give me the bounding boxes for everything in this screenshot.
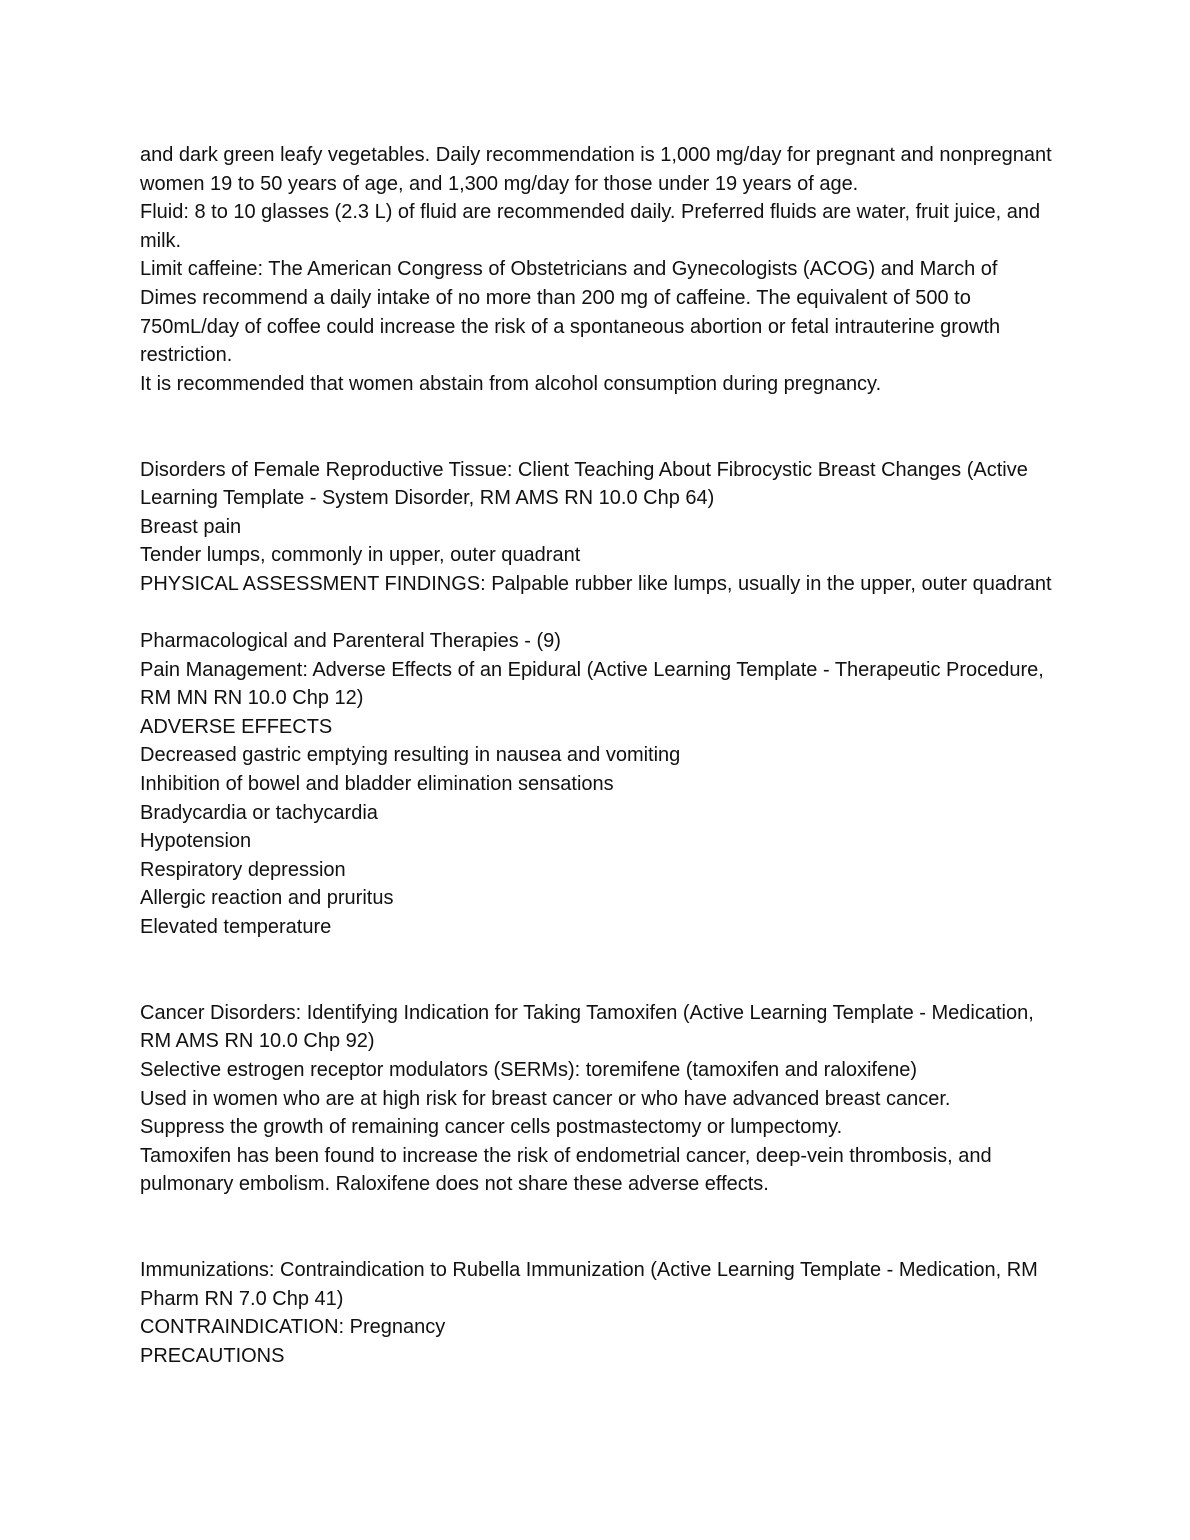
category-heading: Pharmacological and Parenteral Therapies - (9) xyxy=(140,630,561,653)
epidural-heading: Pain Management: Adverse Effects of an Epidural (Active Learning Template - Therapeutic Procedure, RM MN RN 10.0 Chp 12) xyxy=(140,658,1044,710)
list-item: Suppress the growth of remaining cancer cells postmastectomy or lumpectomy. xyxy=(140,1116,843,1139)
list-item: Selective estrogen receptor modulators (SERMs): toremifene (tamoxifen and raloxifene) xyxy=(140,1059,918,1081)
list-item: Hypotension xyxy=(140,830,252,853)
list-item: Inhibition of bowel and bladder elimination sensations xyxy=(140,773,614,796)
list-item: PHYSICAL ASSESSMENT FINDINGS: Palpable rubber like lumps, usually in the upper, outer quadrant xyxy=(140,572,1052,595)
list-item: Elevated temperature xyxy=(140,916,332,939)
list-item: Used in women who are at high risk for breast cancer or who have advanced breast cancer. xyxy=(140,1087,951,1110)
rubella-heading: Immunizations: Contraindication to Rubella Immunization (Active Learning Template - Medication, RM Pharm RN 7.0 Chp 41) xyxy=(140,1259,1038,1310)
list-item: Tamoxifen has been found to increase the risk of endometrial cancer, deep-vein thrombosis, and pulmonary embolism. Raloxifene does not share these adverse effects. xyxy=(140,1144,992,1196)
list-item: Tender lumps, commonly in upper, outer quadrant xyxy=(140,544,581,567)
precautions-heading: PRECAUTIONS xyxy=(140,1344,285,1367)
alcohol-abstain-text: It is recommended that women abstain from alcohol consumption during pregnancy. xyxy=(140,372,882,395)
caffeine-limit-text: Limit caffeine: The American Congress of Obstetricians and Gynecologists (ACOG) and March of Dimes recommend a daily intake of no more than 200 mg of caffeine. The equivalent of 500 to 750mL/day of coffee could increase the risk of a spontaneous abortion or fetal intrauterine growth restriction. xyxy=(140,258,1001,367)
adverse-effects-subheading: ADVERSE EFFECTS xyxy=(140,715,333,738)
list-item: Decreased gastric emptying resulting in nausea and vomiting xyxy=(140,744,681,767)
spacer xyxy=(140,398,1055,455)
contraindication-text: CONTRAINDICATION: Pregnancy xyxy=(140,1316,446,1339)
document-page xyxy=(140,141,1055,1371)
list-item: Respiratory depression xyxy=(140,858,346,881)
fluid-recommendation-text: Fluid: 8 to 10 glasses (2.3 L) of fluid are recommended daily. Preferred fluids are water, fruit juice, and milk. xyxy=(140,201,1041,252)
spacer xyxy=(140,1199,1055,1256)
calcium-recommendation-text: and dark green leafy vegetables. Daily recommendation is 1,000 mg/day for pregnant and nonpregnant women 19 to 50 years of age, and 1,300 mg/day for those under 19 years of age. xyxy=(140,144,1052,195)
list-item: Breast pain xyxy=(140,515,242,538)
tamoxifen-heading: Cancer Disorders: Identifying Indication for Taking Tamoxifen (Active Learning Template - Medication, RM AMS RN 10.0 Chp 92) xyxy=(140,1001,1034,1053)
spacer xyxy=(140,599,1055,628)
list-item: Allergic reaction and pruritus xyxy=(140,887,394,910)
fibrocystic-heading: Disorders of Female Reproductive Tissue: Client Teaching About Fibrocystic Breast Changes (Active Learning Template - System Disorder, RM AMS RN 10.0 Chp 64) xyxy=(140,458,1028,510)
list-item: Bradycardia or tachycardia xyxy=(140,801,378,824)
spacer xyxy=(140,942,1055,999)
